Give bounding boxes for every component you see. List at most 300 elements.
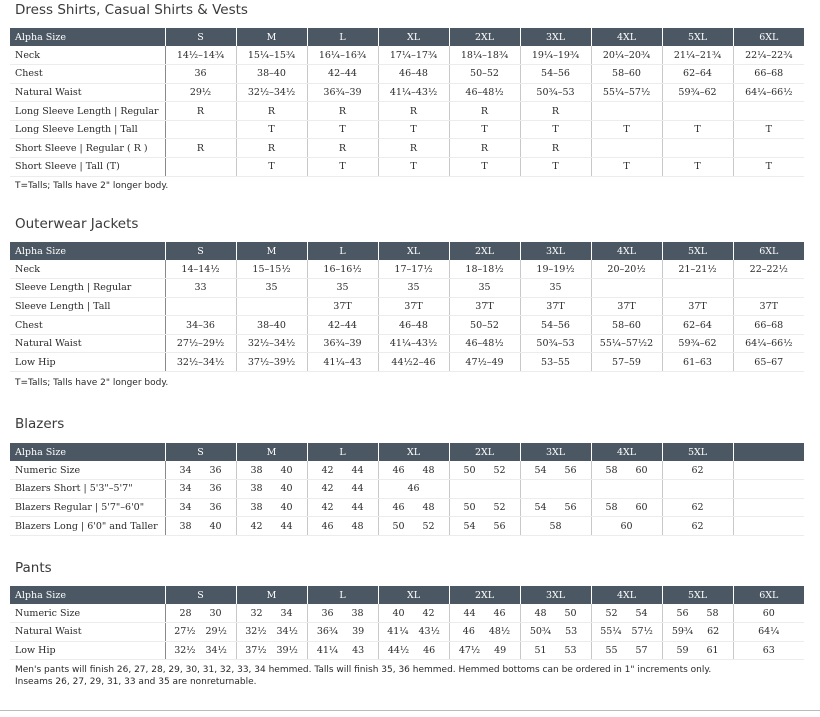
size-cell <box>236 461 307 480</box>
size-cell: 27½–29½ <box>165 334 236 353</box>
size-cell: 19–19½ <box>520 260 591 279</box>
header-size-2xl: 2XL <box>449 586 520 604</box>
section-title-pants: Pants <box>15 560 52 576</box>
size-cell: T <box>733 158 804 177</box>
table-row <box>10 158 804 177</box>
size-value: 52 <box>493 501 506 513</box>
size-value: 51 <box>534 644 547 656</box>
size-cell: 32½–34½ <box>236 83 307 102</box>
size-cell: 61–63 <box>662 353 733 372</box>
size-cell: R <box>378 139 449 158</box>
size-cell <box>520 517 591 536</box>
size-cell: 64¼–66½ <box>733 334 804 353</box>
header-size-4xl: 4XL <box>591 586 662 604</box>
size-cell: 35 <box>236 279 307 298</box>
size-cell: R <box>520 102 591 121</box>
table-row <box>10 517 804 536</box>
table-row <box>10 316 804 335</box>
size-cell: 62–64 <box>662 65 733 84</box>
size-cell: 16–16½ <box>307 260 378 279</box>
size-value: 50 <box>392 520 405 532</box>
row-label: Numeric Size <box>10 461 165 480</box>
header-size-3xl: 3XL <box>520 242 591 260</box>
size-cell: 14½–14¾ <box>165 46 236 65</box>
size-cell: 15–15½ <box>236 260 307 279</box>
size-value: 50¾ <box>529 626 552 638</box>
size-cell <box>520 498 591 517</box>
size-value: 44 <box>351 464 364 476</box>
size-cell <box>378 641 449 660</box>
size-cell <box>307 604 378 623</box>
size-cell: R <box>449 139 520 158</box>
size-cell <box>236 623 307 642</box>
header-size-4xl: 4XL <box>591 242 662 260</box>
size-cell <box>378 498 449 517</box>
size-cell: 42–44 <box>307 65 378 84</box>
size-cell: T <box>733 120 804 139</box>
size-cell: 17–17½ <box>378 260 449 279</box>
row-label: Chest <box>10 65 165 84</box>
size-cell: 62–64 <box>662 316 733 335</box>
header-size-xl: XL <box>378 586 449 604</box>
size-value: 44½ <box>387 644 410 656</box>
header-size-l: L <box>307 242 378 260</box>
size-cell <box>378 461 449 480</box>
header-size-s: S <box>165 242 236 260</box>
header-size-2xl: 2XL <box>449 28 520 46</box>
row-label: Long Sleeve Length | Regular <box>10 102 165 121</box>
size-cell <box>591 480 662 499</box>
size-value: 42 <box>321 483 334 495</box>
size-cell: 37T <box>662 297 733 316</box>
size-value: 56 <box>564 501 577 513</box>
size-cell <box>520 461 591 480</box>
size-cell <box>449 480 520 499</box>
size-cell: 64¼–66½ <box>733 83 804 102</box>
row-label: Blazers Long | 6'0" and Taller <box>10 517 165 536</box>
size-value: 61 <box>706 644 719 656</box>
row-label: Natural Waist <box>10 83 165 102</box>
size-cell: 55¼–57½ <box>591 83 662 102</box>
size-cell: R <box>307 139 378 158</box>
size-cell <box>733 623 804 642</box>
size-cell <box>378 517 449 536</box>
size-cell: 37T <box>307 297 378 316</box>
size-cell: 58–60 <box>591 65 662 84</box>
size-value: 36 <box>209 483 222 495</box>
size-value: 37½ <box>245 644 267 656</box>
size-cell: 35 <box>520 279 591 298</box>
size-value: 38 <box>179 520 192 532</box>
shirts-note: T=Talls; Talls have 2" longer body. <box>15 181 169 191</box>
table-row <box>10 102 804 121</box>
size-value: 60 <box>762 607 775 619</box>
size-value: 44 <box>463 607 476 619</box>
size-cell <box>662 641 733 660</box>
size-cell <box>165 604 236 623</box>
table-header-row <box>10 242 804 260</box>
size-value: 32 <box>250 607 263 619</box>
size-value: 52 <box>422 520 435 532</box>
size-value: 32½ <box>245 626 267 638</box>
size-cell: 54–56 <box>520 316 591 335</box>
table-row <box>10 641 804 660</box>
size-value: 60 <box>635 464 648 476</box>
size-cell: 35 <box>378 279 449 298</box>
size-value: 55¼ <box>600 626 622 638</box>
size-cell <box>733 139 804 158</box>
size-cell: 37T <box>449 297 520 316</box>
size-cell: T <box>236 158 307 177</box>
size-value: 40 <box>280 483 293 495</box>
size-cell <box>236 641 307 660</box>
pants-note <box>15 664 711 688</box>
size-cell <box>733 604 804 623</box>
size-cell: 44½2–46 <box>378 353 449 372</box>
size-cell: R <box>165 139 236 158</box>
size-cell <box>449 461 520 480</box>
size-cell: 35 <box>307 279 378 298</box>
size-cell: 46–48 <box>378 316 449 335</box>
size-value: 38 <box>250 501 263 513</box>
size-value: 60 <box>635 501 648 513</box>
size-cell: T <box>662 158 733 177</box>
header-size-3xl: 3XL <box>520 586 591 604</box>
header-alpha-size: Alpha Size <box>10 28 165 46</box>
size-cell: R <box>378 102 449 121</box>
header-size-l: L <box>307 443 378 461</box>
size-cell <box>733 102 804 121</box>
size-value: 54 <box>534 464 547 476</box>
size-value: 36 <box>209 464 222 476</box>
row-label: Chest <box>10 316 165 335</box>
size-value: 57 <box>635 644 648 656</box>
size-cell: 66–68 <box>733 316 804 335</box>
size-value: 52 <box>493 464 506 476</box>
size-value: 62 <box>691 501 704 513</box>
size-cell <box>449 517 520 536</box>
header-size-6xl: 6XL <box>733 28 804 46</box>
size-cell: 41¼–43½ <box>378 334 449 353</box>
size-value: 48 <box>351 520 364 532</box>
table-header-row <box>10 28 804 46</box>
outerwear-note: T=Talls; Talls have 2" longer body. <box>15 378 169 388</box>
row-label: Neck <box>10 46 165 65</box>
table-row <box>10 353 804 372</box>
header-alpha-size: Alpha Size <box>10 242 165 260</box>
size-value: 46 <box>462 626 475 638</box>
size-value: 41¼ <box>387 626 409 638</box>
size-value: 27½ <box>174 626 196 638</box>
size-value: 58 <box>706 607 719 619</box>
row-label: Short Sleeve | Tall (T) <box>10 158 165 177</box>
table-row <box>10 498 804 517</box>
header-alpha-size: Alpha Size <box>10 586 165 604</box>
size-cell: 20¼–20¾ <box>591 46 662 65</box>
size-cell: 18¼–18¾ <box>449 46 520 65</box>
size-value: 62 <box>691 464 704 476</box>
size-value: 55 <box>605 644 618 656</box>
size-cell <box>520 623 591 642</box>
size-cell <box>662 480 733 499</box>
size-cell: T <box>591 158 662 177</box>
size-cell <box>591 498 662 517</box>
row-label: Neck <box>10 260 165 279</box>
size-cell: R <box>449 102 520 121</box>
header-size-2xl: 2XL <box>449 443 520 461</box>
size-value: 38 <box>250 464 263 476</box>
row-label: Blazers Regular | 5'7"–6'0" <box>10 498 165 517</box>
size-cell <box>733 641 804 660</box>
size-value: 49 <box>494 644 507 656</box>
bottom-divider <box>0 710 820 711</box>
size-cell: 36¾–39 <box>307 83 378 102</box>
size-value: 44 <box>351 501 364 513</box>
outerwear-size-table <box>10 242 804 372</box>
size-cell <box>307 623 378 642</box>
size-value: 48 <box>534 607 547 619</box>
size-cell: 32½–34½ <box>236 334 307 353</box>
size-value: 50 <box>564 607 577 619</box>
size-cell: 46–48 <box>378 65 449 84</box>
row-label: Low Hip <box>10 641 165 660</box>
table-row <box>10 480 804 499</box>
header-size-m: M <box>236 586 307 604</box>
size-cell <box>591 604 662 623</box>
pants-note-line-2: Inseams 26, 27, 29, 31, 33 and 35 are nonreturnable. <box>15 677 257 687</box>
size-value: 47½ <box>458 644 481 656</box>
size-cell <box>165 480 236 499</box>
size-cell <box>378 623 449 642</box>
table-row <box>10 623 804 642</box>
table-row <box>10 604 804 623</box>
size-cell: 20–20½ <box>591 260 662 279</box>
size-value: 41¼ <box>316 644 339 656</box>
table-row <box>10 46 804 65</box>
size-cell: R <box>165 102 236 121</box>
header-size-3xl: 3XL <box>520 28 591 46</box>
header-size-m: M <box>236 28 307 46</box>
size-value: 46 <box>493 607 506 619</box>
size-cell: 34–36 <box>165 316 236 335</box>
size-cell <box>236 517 307 536</box>
size-value: 48½ <box>488 626 511 638</box>
size-value: 34½ <box>276 626 298 638</box>
table-row <box>10 279 804 298</box>
size-cell <box>165 461 236 480</box>
size-cell: 55¼–57½2 <box>591 334 662 353</box>
size-value: 29½ <box>205 626 227 638</box>
size-cell: 38–40 <box>236 316 307 335</box>
size-cell <box>662 604 733 623</box>
size-value: 34 <box>179 501 192 513</box>
row-label: Sleeve Length | Regular <box>10 279 165 298</box>
size-cell: 54–56 <box>520 65 591 84</box>
size-value: 62 <box>691 520 704 532</box>
size-value: 56 <box>676 607 689 619</box>
size-value: 54 <box>463 520 476 532</box>
size-cell: T <box>449 120 520 139</box>
section-title-outerwear: Outerwear Jackets <box>15 216 139 232</box>
size-value: 48 <box>422 464 435 476</box>
size-cell: 58–60 <box>591 316 662 335</box>
size-cell: T <box>307 158 378 177</box>
size-cell: 50¾–53 <box>520 334 591 353</box>
size-cell <box>449 498 520 517</box>
size-cell: 37T <box>733 297 804 316</box>
size-cell <box>662 102 733 121</box>
header-size-s: S <box>165 28 236 46</box>
blazers-size-table <box>10 443 804 536</box>
size-cell <box>591 279 662 298</box>
size-cell: T <box>307 120 378 139</box>
header-size-blank <box>733 443 804 461</box>
size-cell: 21–21½ <box>662 260 733 279</box>
size-value: 58 <box>605 501 618 513</box>
size-cell: 36 <box>165 65 236 84</box>
size-value: 32½ <box>174 644 196 656</box>
size-cell: 57–59 <box>591 353 662 372</box>
size-value: 38 <box>351 607 364 619</box>
size-cell: 29½ <box>165 83 236 102</box>
size-value: 40 <box>280 464 293 476</box>
size-value: 40 <box>392 607 405 619</box>
size-cell: 37½–39½ <box>236 353 307 372</box>
size-cell: 59¾–62 <box>662 334 733 353</box>
size-cell <box>662 623 733 642</box>
header-size-4xl: 4XL <box>591 28 662 46</box>
size-cell <box>520 604 591 623</box>
table-row <box>10 461 804 480</box>
table-row <box>10 297 804 316</box>
header-size-5xl: 5XL <box>662 28 733 46</box>
size-cell <box>236 498 307 517</box>
size-value: 46 <box>321 520 334 532</box>
size-cell <box>165 297 236 316</box>
row-label: Numeric Size <box>10 604 165 623</box>
header-size-xl: XL <box>378 443 449 461</box>
pants-note-line-1: Men's pants will finish 26, 27, 28, 29, 30, 31, 32, 33, 34 hemmed. Talls will finish 35, 36 hemmed. Hemmed bottoms can be ordered in 1" increments only. <box>15 665 712 675</box>
size-cell: T <box>378 158 449 177</box>
header-size-s: S <box>165 443 236 461</box>
size-cell: 36¾–39 <box>307 334 378 353</box>
size-cell: R <box>236 102 307 121</box>
size-cell <box>307 480 378 499</box>
row-label: Sleeve Length | Tall <box>10 297 165 316</box>
size-cell: 50–52 <box>449 316 520 335</box>
header-size-l: L <box>307 586 378 604</box>
size-cell <box>520 641 591 660</box>
size-value: 42 <box>250 520 263 532</box>
size-value: 42 <box>422 607 435 619</box>
size-cell <box>662 279 733 298</box>
size-cell: 42–44 <box>307 316 378 335</box>
size-value: 60 <box>620 520 633 532</box>
size-cell: T <box>520 158 591 177</box>
size-value: 54 <box>534 501 547 513</box>
size-cell: 18–18½ <box>449 260 520 279</box>
table-header-row <box>10 586 804 604</box>
table-row <box>10 139 804 158</box>
size-value: 56 <box>493 520 506 532</box>
size-value: 42 <box>321 464 334 476</box>
size-value: 43½ <box>418 626 440 638</box>
header-size-5xl: 5XL <box>662 242 733 260</box>
size-cell: 15¼–15¾ <box>236 46 307 65</box>
pants-size-table <box>10 586 804 660</box>
size-cell <box>378 604 449 623</box>
size-value: 53 <box>565 626 578 638</box>
size-cell: R <box>236 139 307 158</box>
size-value: 42 <box>321 501 334 513</box>
size-value: 36¾ <box>316 626 339 638</box>
size-value: 34½ <box>205 644 227 656</box>
header-size-4xl: 4XL <box>591 443 662 461</box>
size-cell: 37T <box>378 297 449 316</box>
size-cell <box>307 461 378 480</box>
size-cell <box>165 158 236 177</box>
size-value: 44 <box>280 520 293 532</box>
row-label: Short Sleeve | Regular ( R ) <box>10 139 165 158</box>
size-cell: T <box>662 120 733 139</box>
size-value: 34 <box>179 464 192 476</box>
row-label: Long Sleeve Length | Tall <box>10 120 165 139</box>
size-value: 59 <box>676 644 689 656</box>
size-cell: 65–67 <box>733 353 804 372</box>
size-cell: 37T <box>520 297 591 316</box>
size-value: 40 <box>280 501 293 513</box>
size-value: 63 <box>762 644 775 656</box>
size-cell: 47½–49 <box>449 353 520 372</box>
size-cell: 46–48½ <box>449 334 520 353</box>
size-cell <box>307 641 378 660</box>
size-value: 46 <box>392 464 405 476</box>
size-cell: 59¾–62 <box>662 83 733 102</box>
header-alpha-size: Alpha Size <box>10 443 165 461</box>
size-value: 40 <box>209 520 222 532</box>
section-title-shirts: Dress Shirts, Casual Shirts & Vests <box>15 2 248 18</box>
size-cell <box>662 461 733 480</box>
size-value: 28 <box>179 607 192 619</box>
size-cell: 38–40 <box>236 65 307 84</box>
size-cell: 66–68 <box>733 65 804 84</box>
size-cell <box>733 498 804 517</box>
size-cell <box>165 623 236 642</box>
size-cell: 37T <box>591 297 662 316</box>
table-row <box>10 260 804 279</box>
size-cell <box>307 498 378 517</box>
size-cell: 50–52 <box>449 65 520 84</box>
row-label: Low Hip <box>10 353 165 372</box>
shirts-size-table <box>10 28 804 177</box>
size-cell <box>662 517 733 536</box>
size-cell <box>591 102 662 121</box>
size-cell <box>591 139 662 158</box>
size-value: 52 <box>605 607 618 619</box>
size-cell: 41¼–43½ <box>378 83 449 102</box>
size-value: 50 <box>463 501 476 513</box>
size-cell: T <box>520 120 591 139</box>
size-cell: 14–14½ <box>165 260 236 279</box>
size-cell <box>449 623 520 642</box>
size-value: 57½ <box>631 626 653 638</box>
row-label: Blazers Short | 5'3"–5'7" <box>10 480 165 499</box>
header-size-5xl: 5XL <box>662 586 733 604</box>
size-value: 38 <box>250 483 263 495</box>
size-cell <box>591 461 662 480</box>
size-value: 54 <box>635 607 648 619</box>
header-size-xl: XL <box>378 28 449 46</box>
